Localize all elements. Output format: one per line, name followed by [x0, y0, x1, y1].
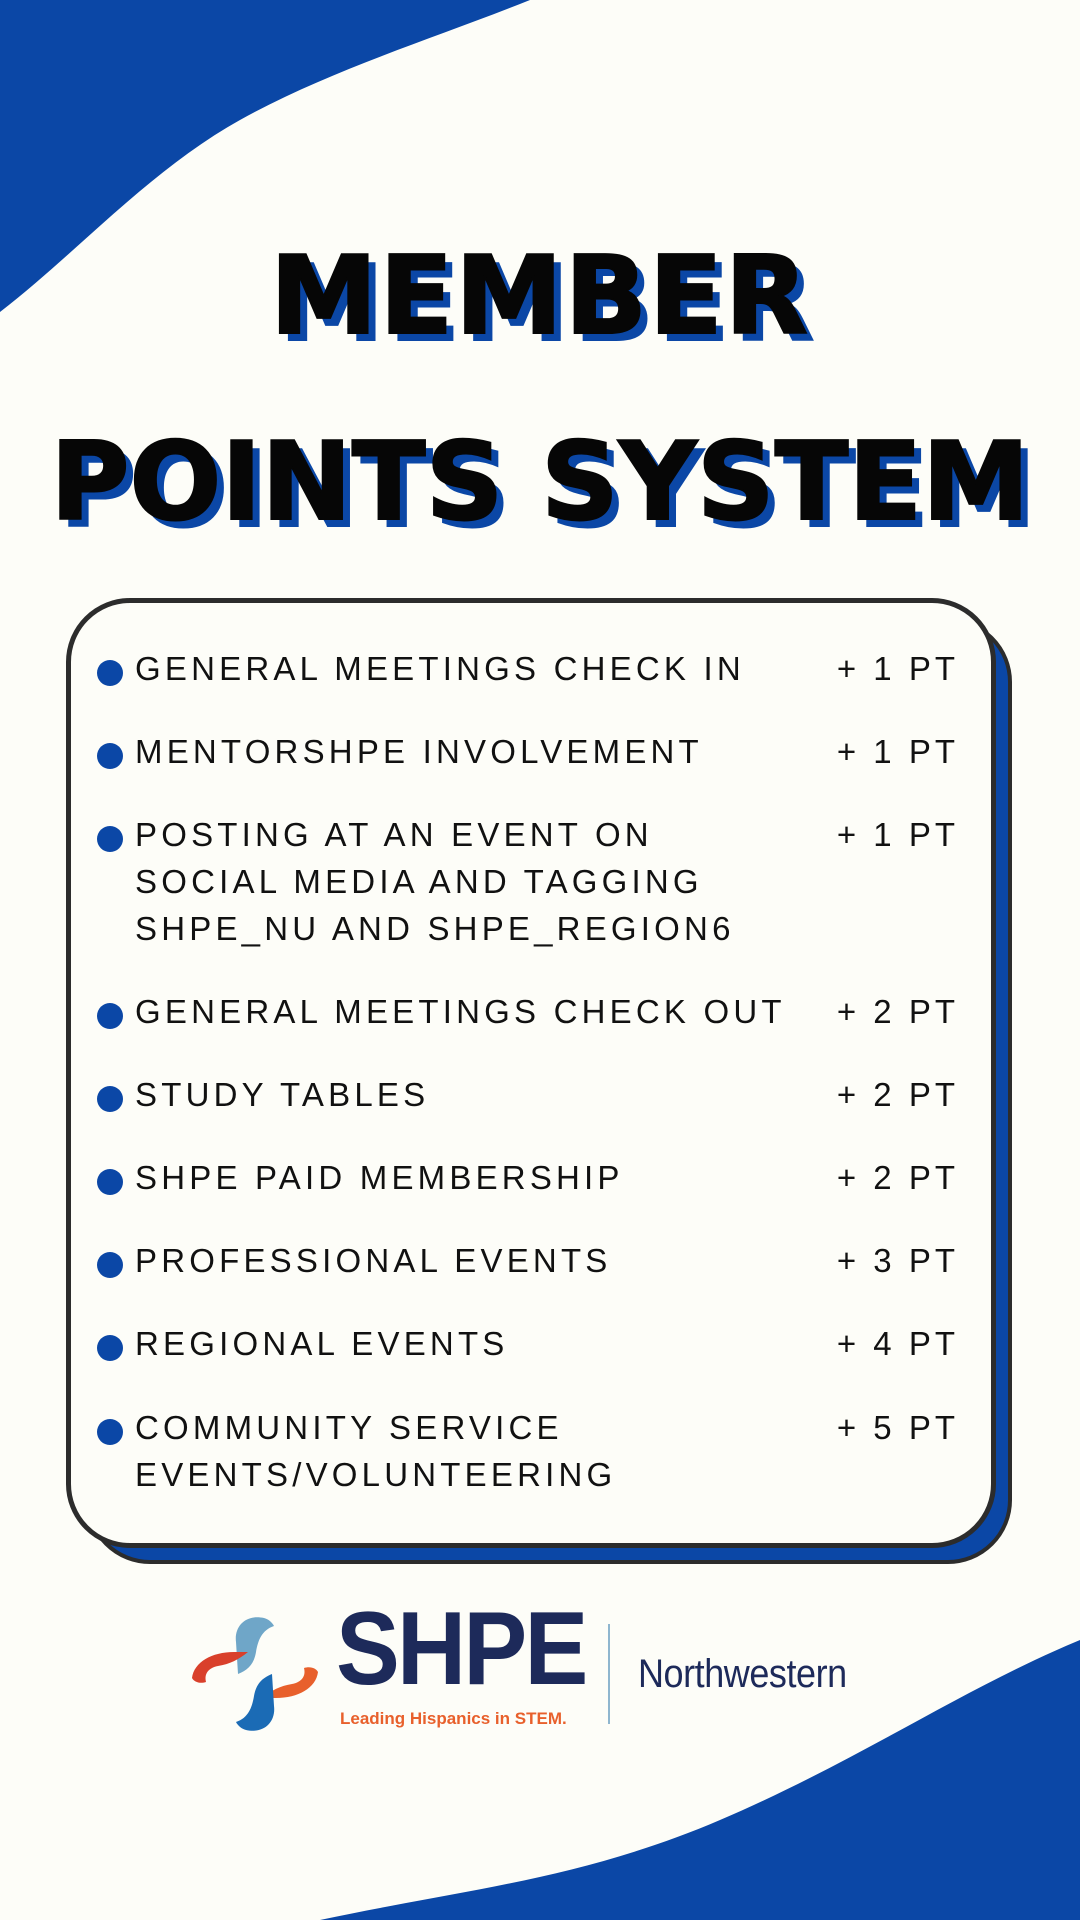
bullet-dot [97, 743, 123, 769]
item-label: POSTING AT AN EVENT ON SOCIAL MEDIA AND TAGGING SHPE_NU AND SHPE_REGION6 [135, 816, 735, 947]
shpe-wordmark: SHPE [336, 1591, 586, 1707]
title-line-member: MEMBER [270, 234, 810, 359]
bullet-dot [97, 1169, 123, 1195]
item-label: MENTORSHPE INVOLVEMENT [135, 733, 703, 770]
item-points: + 2 PT [836, 1159, 959, 1196]
item-label: STUDY TABLES [135, 1076, 430, 1113]
item-points: + 4 PT [836, 1325, 959, 1362]
item-points: + 3 PT [836, 1242, 959, 1279]
item-label: SHPE PAID MEMBERSHIP [135, 1159, 624, 1196]
title-line-points-system: POINTS SYSTEM [50, 420, 1030, 545]
item-label: PROFESSIONAL EVENTS [135, 1242, 612, 1279]
item-points: + 5 PT [836, 1409, 959, 1446]
item-label: GENERAL MEETINGS CHECK IN [135, 650, 745, 687]
item-points: + 1 PT [836, 733, 959, 770]
shpe-tagline: Leading Hispanics in STEM. [340, 1709, 567, 1728]
logo-divider [608, 1624, 610, 1724]
bullet-dot [97, 826, 123, 852]
chapter-name: Northwestern [638, 1652, 847, 1696]
item-points: + 1 PT [836, 650, 959, 687]
bullet-dot [97, 1335, 123, 1361]
item-label: GENERAL MEETINGS CHECK OUT [135, 993, 786, 1030]
bullet-dot [97, 1003, 123, 1029]
item-label: REGIONAL EVENTS [135, 1325, 509, 1362]
bullet-dot [97, 1252, 123, 1278]
bullet-dot [97, 1086, 123, 1112]
item-points: + 1 PT [836, 816, 959, 853]
points-card [66, 598, 996, 1548]
shpe-logo-icon [190, 1612, 320, 1736]
shpe-northwestern-logo [190, 1591, 870, 1738]
bullet-dot [97, 660, 123, 686]
item-points: + 2 PT [836, 1076, 959, 1113]
item-label: COMMUNITY SERVICE EVENTS/VOLUNTEERING [135, 1409, 617, 1493]
bullet-dot [97, 1419, 123, 1445]
item-points: + 2 PT [836, 993, 959, 1030]
